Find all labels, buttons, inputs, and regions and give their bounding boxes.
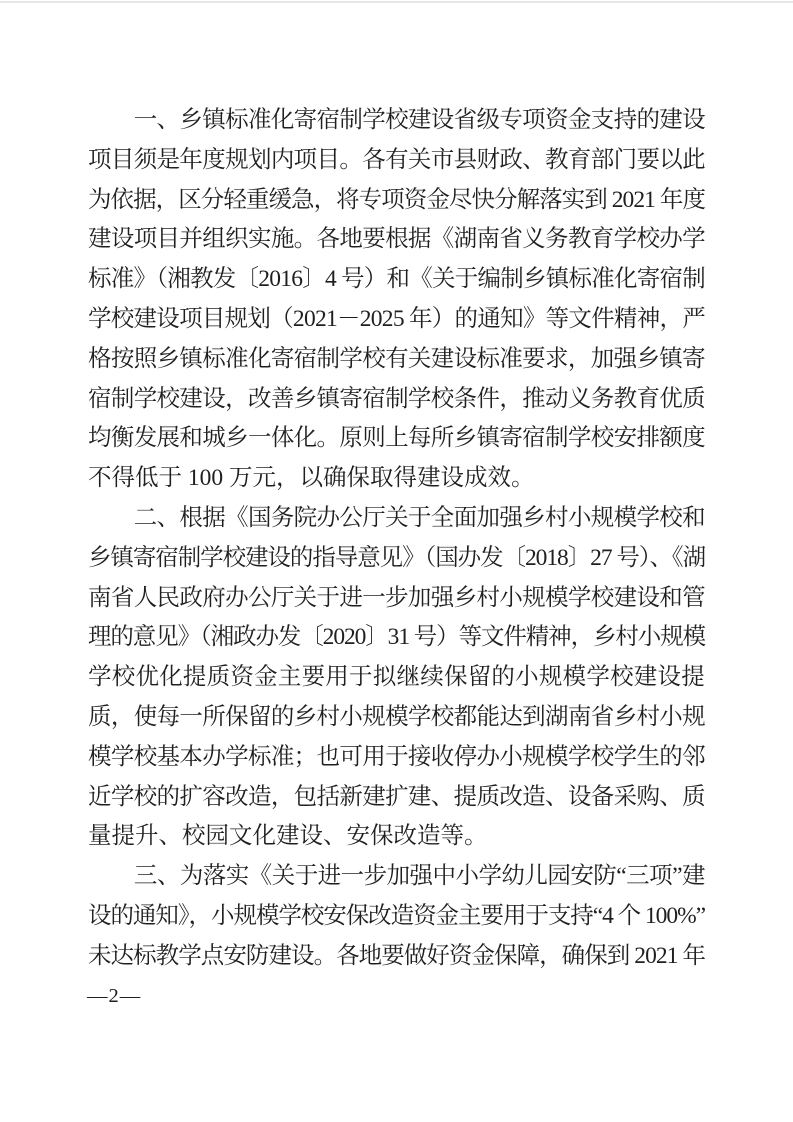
text-line bbox=[88, 419, 705, 459]
text-line bbox=[88, 658, 705, 698]
text-line-content: 宿制学校建设，改善乡镇寄宿制学校条件，推动义务教育优质 bbox=[88, 385, 705, 412]
text-line-content: 均衡发展和城乡一体化。原则上每所乡镇寄宿制学校安排额度 bbox=[88, 425, 705, 452]
text-line-content: 建设项目并组织实施。各地要根据《湖南省义务教育学校办学 bbox=[88, 226, 705, 253]
text-line-content: 乡镇寄宿制学校建设的指导意见》（国办发〔2018〕27 号）、《湖 bbox=[88, 544, 705, 571]
text-line-content: 一、乡镇标准化寄宿制学校建设省级专项资金支持的建设 bbox=[88, 107, 705, 133]
text-line bbox=[88, 817, 705, 857]
text-line bbox=[88, 260, 705, 300]
text-line-content: 项目须是年度规划内项目。各有关市县财政、教育部门要以此 bbox=[88, 146, 705, 173]
text-line-content: 三、为落实《关于进一步加强中小学幼儿园安防“三项”建 bbox=[88, 863, 705, 890]
text-line bbox=[88, 459, 705, 499]
text-line bbox=[88, 937, 705, 977]
text-line bbox=[88, 181, 705, 221]
text-line bbox=[88, 579, 705, 619]
text-line-content: 为依据，区分轻重缓急，将专项资金尽快分解落实到 2021 年度 bbox=[88, 186, 705, 213]
text-line bbox=[88, 141, 705, 181]
text-line-content: 理的意见》（湘政办发〔2020〕31 号）等文件精神，乡村小规模 bbox=[88, 624, 705, 651]
text-line-content: 二、根据《国务院办公厅关于全面加强乡村小规模学校和 bbox=[88, 504, 705, 531]
paragraph-1 bbox=[88, 101, 705, 499]
text-line bbox=[88, 101, 705, 141]
scan-artifact-line bbox=[0, 1, 793, 3]
text-line bbox=[88, 698, 705, 738]
text-line-content: 量提升、校园文化建设、安保改造等。 bbox=[88, 823, 488, 850]
text-line bbox=[88, 738, 705, 778]
text-line-content: 学校建设项目规划（2021－2025 年）的通知》等文件精神，严 bbox=[88, 305, 705, 332]
text-line-content: 设的通知》，小规模学校安保改造资金主要用于支持“4 个 100%” bbox=[88, 902, 705, 929]
text-line bbox=[88, 499, 705, 539]
text-line-content: 不得低于 100 万元，以确保取得建设成效。 bbox=[88, 465, 535, 492]
text-line-content: 格按照乡镇标准化寄宿制学校有关建设标准要求，加强乡镇寄 bbox=[88, 345, 705, 372]
text-line-content: 南省人民政府办公厅关于进一步加强乡村小规模学校建设和管 bbox=[88, 584, 705, 611]
text-line bbox=[88, 778, 705, 818]
text-line-content: 未达标教学点安防建设。各地要做好资金保障，确保到 2021 年 bbox=[88, 942, 705, 969]
text-line-content: 标准》（湘教发〔2016〕4 号）和《关于编制乡镇标准化寄宿制 bbox=[88, 266, 705, 293]
text-line-content: 模学校基本办学标准；也可用于接收停办小规模学校学生的邻 bbox=[88, 743, 705, 770]
paragraph-3 bbox=[88, 857, 705, 976]
page-number: —2— bbox=[87, 985, 142, 1007]
text-line bbox=[88, 220, 705, 260]
text-line-content: 质，使每一所保留的乡村小规模学校都能达到湖南省乡村小规 bbox=[88, 703, 705, 730]
text-line-content: 近学校的扩容改造，包括新建扩建、提质改造、设备采购、质 bbox=[88, 783, 705, 810]
document-body bbox=[88, 101, 705, 977]
paragraph-2 bbox=[88, 499, 705, 857]
text-line bbox=[88, 300, 705, 340]
text-line-content: 学校优化提质资金主要用于拟继续保留的小规模学校建设提 bbox=[88, 664, 705, 691]
text-line bbox=[88, 897, 705, 937]
text-line bbox=[88, 340, 705, 380]
text-line bbox=[88, 380, 705, 420]
text-line bbox=[88, 857, 705, 897]
text-line bbox=[88, 539, 705, 579]
text-line bbox=[88, 618, 705, 658]
